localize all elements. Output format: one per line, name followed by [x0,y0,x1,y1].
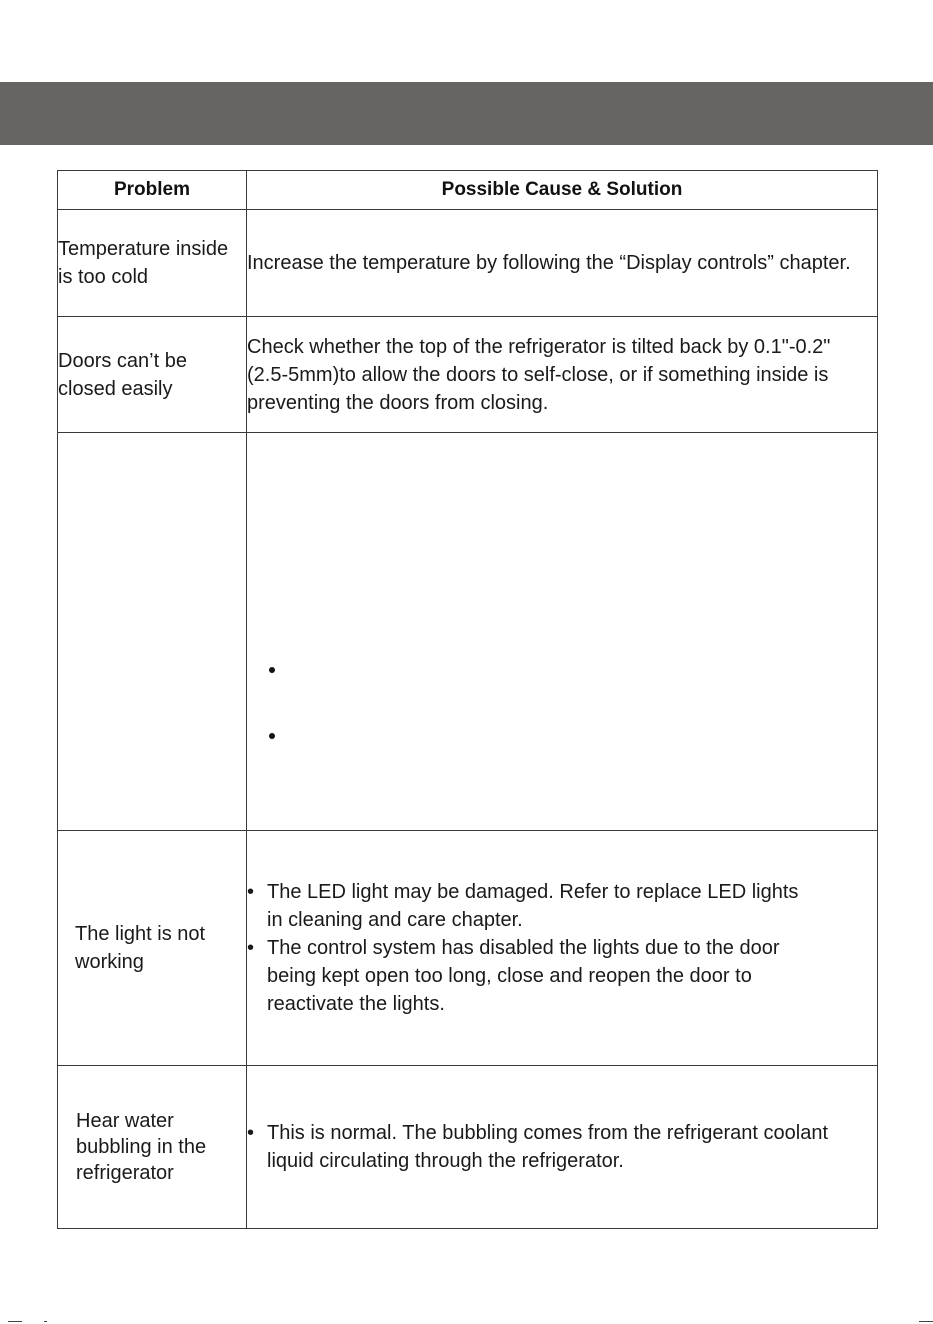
table-header-row [58,171,878,210]
list-item: • The LED light may be damaged. Refer to replace LED lights in cleaning and care chapter. [247,878,817,934]
solution-cell [247,831,878,1066]
problem-cell: The light is not working [58,831,247,1066]
header-problem: Problem [58,171,247,210]
solution-list [247,1119,837,1175]
problem-cell: Doors can’t be closed easily [58,317,247,433]
header-band [0,82,933,145]
problem-cell [58,433,247,831]
scan-edge-mark [44,1321,47,1322]
table-row [58,317,878,433]
table-row [58,831,878,1066]
problem-cell: Temperature inside is too cold [58,210,247,317]
bullet-marker [269,719,275,747]
table-row [58,433,878,831]
header-solution: Possible Cause & Solution [247,171,878,210]
solution-cell: Increase the temperature by following the “Display controls” chapter. [247,210,878,317]
troubleshooting-table [57,170,878,1229]
solution-cell [247,1066,878,1229]
solution-cell [247,433,878,831]
list-item: • The control system has disabled the lights due to the door being kept open too long, close and reopen the door to reactivate the lights. [247,934,817,1018]
bullet-marker [269,653,275,681]
problem-cell [58,1066,247,1229]
solution-list [247,878,817,1018]
problem-text: Hear water bubbling in the refrigerator [76,1110,207,1184]
table-row [58,210,878,317]
table-row [58,1066,878,1229]
list-item: • This is normal. The bubbling comes from the refrigerant coolant liquid circulating through the refrigerator. [247,1119,837,1175]
scan-edge-mark [919,1321,933,1322]
scan-edge-mark [8,1321,22,1322]
solution-cell: Check whether the top of the refrigerator is tilted back by 0.1"-0.2" (2.5-5mm)to allow the doors to self-close, or if something inside is preventing the doors from closing. [247,317,878,433]
